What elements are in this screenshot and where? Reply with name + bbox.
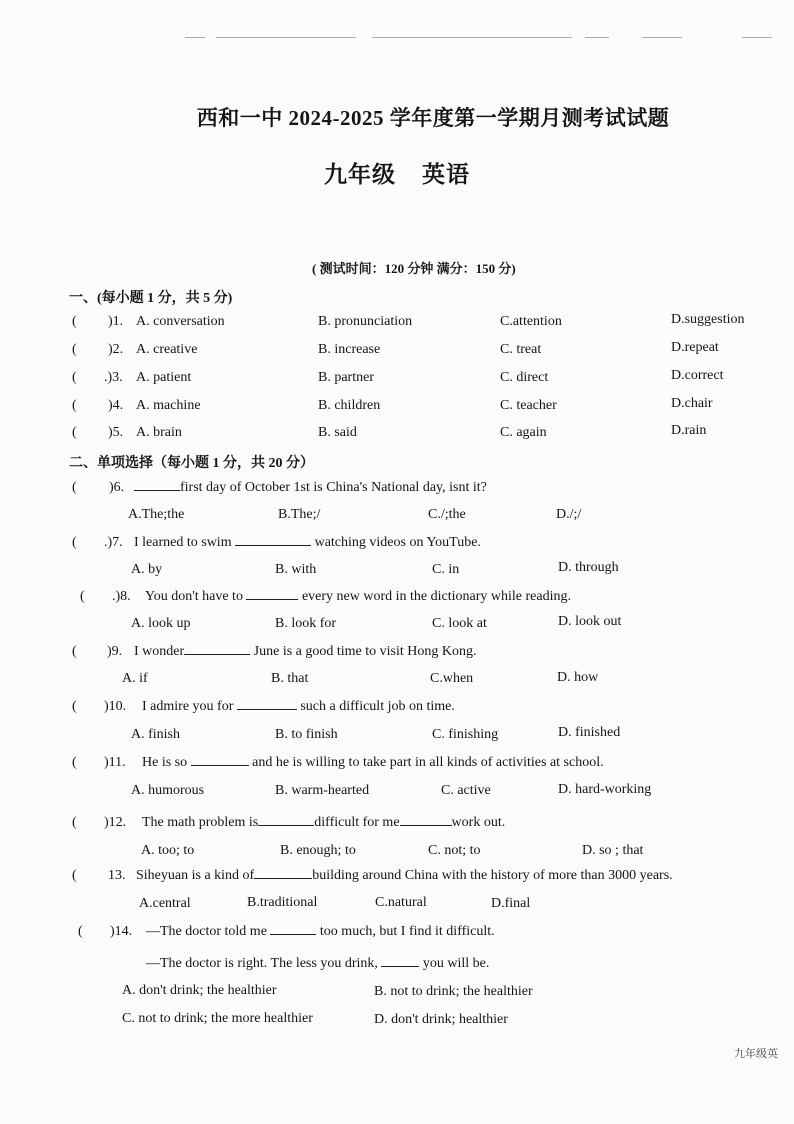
q-number: .)3. xyxy=(104,370,123,385)
q-text: I wonder xyxy=(134,644,185,659)
scan-mark xyxy=(742,37,772,38)
option-d: D.final xyxy=(491,896,531,911)
answer-blank[interactable] xyxy=(235,535,311,546)
option-c: C. look at xyxy=(432,616,487,631)
option-c: C. not to drink; the more healthier xyxy=(122,1011,313,1026)
q-text: He is so xyxy=(142,755,188,770)
section1-heading: 一、(每小题 1 分，共 5 分) xyxy=(69,291,233,306)
option-b: B. children xyxy=(318,398,381,413)
option-c: C. finishing xyxy=(432,727,499,742)
answer-paren[interactable]: ( xyxy=(72,755,77,770)
option-c: C./;the xyxy=(428,507,466,522)
q-number: )2. xyxy=(108,342,124,357)
page-footer-mark: 九年级英 xyxy=(734,1048,778,1060)
option-d: D. how xyxy=(557,670,599,685)
answer-paren[interactable]: ( xyxy=(72,535,77,550)
option-b: B. enough; to xyxy=(280,843,356,858)
option-a: A. if xyxy=(122,671,148,686)
q-text: you will be. xyxy=(422,956,490,971)
q-stem xyxy=(142,815,505,831)
q-number: )10. xyxy=(104,699,127,714)
option-c: C.when xyxy=(430,671,474,686)
section2-heading: 二、单项选择（每小题 1 分，共 20 分） xyxy=(69,456,314,471)
answer-blank[interactable] xyxy=(381,956,419,967)
q-text: You don't have to xyxy=(145,589,243,604)
option-c: C. direct xyxy=(500,370,549,385)
answer-paren[interactable]: ( xyxy=(72,815,77,830)
answer-blank[interactable] xyxy=(254,868,312,879)
q-number: )14. xyxy=(110,924,133,939)
q-text: and he is willing to take part in all kinds of activities at school. xyxy=(252,755,604,770)
option-a: A. creative xyxy=(136,342,198,357)
option-b: B. said xyxy=(318,425,357,440)
exam-title: 西和一中 2024-2025 学年度第一学期月测考试试题 xyxy=(196,106,670,130)
q-number: )1. xyxy=(108,314,124,329)
option-b: B.traditional xyxy=(247,895,318,910)
option-d: D./;/ xyxy=(556,507,582,522)
option-d: D.chair xyxy=(671,396,713,411)
q-stem xyxy=(142,699,455,715)
q-number: .)7. xyxy=(104,535,123,550)
option-c: C. teacher xyxy=(500,398,557,413)
answer-blank[interactable] xyxy=(270,924,316,935)
answer-paren[interactable]: ( xyxy=(72,699,77,714)
option-b: B. pronunciation xyxy=(318,314,413,329)
grade-label: 九年级 xyxy=(324,162,396,187)
q-number: 13. xyxy=(108,868,126,883)
scan-mark xyxy=(372,37,572,38)
q-number: )5. xyxy=(108,425,124,440)
q-stem xyxy=(134,644,476,660)
option-b: B. with xyxy=(275,562,317,577)
scan-mark xyxy=(585,37,609,38)
q-number: )6. xyxy=(109,480,125,495)
q-number: )11. xyxy=(104,755,126,770)
exam-subtitle xyxy=(0,156,794,189)
option-d: D. through xyxy=(558,560,619,575)
option-b: B. not to drink; the healthier xyxy=(374,984,533,999)
option-d: D.correct xyxy=(671,368,724,383)
q-stem xyxy=(145,589,571,605)
option-d: D. so ; that xyxy=(582,843,644,858)
answer-blank[interactable] xyxy=(237,699,297,710)
option-c: C. active xyxy=(441,783,491,798)
option-d: D.suggestion xyxy=(671,312,745,327)
q-number: .)8. xyxy=(112,589,131,604)
option-b: B. warm-hearted xyxy=(275,783,370,798)
answer-paren[interactable]: ( xyxy=(72,370,77,385)
answer-paren[interactable]: ( xyxy=(78,924,83,939)
q-text: work out. xyxy=(451,815,506,830)
q-text: every new word in the dictionary while reading. xyxy=(301,589,571,604)
option-b: B. that xyxy=(271,671,309,686)
q-text: —The doctor is right. The less you drink, xyxy=(146,956,378,971)
option-c: C. again xyxy=(500,425,547,440)
option-d: D. look out xyxy=(558,614,622,629)
option-d: D. hard-working xyxy=(558,782,652,797)
answer-blank[interactable] xyxy=(246,589,298,600)
option-b: B. to finish xyxy=(275,727,338,742)
option-a: A. brain xyxy=(136,425,182,440)
option-c: C. treat xyxy=(500,342,542,357)
answer-blank[interactable] xyxy=(134,480,180,491)
answer-paren[interactable]: ( xyxy=(72,314,77,329)
q-stem xyxy=(136,868,673,884)
q-text: building around China with the history of more than 3000 years. xyxy=(312,868,673,883)
q-text: Siheyuan is a kind of xyxy=(136,868,255,883)
q-text: difficult for me xyxy=(314,815,400,830)
q-text: I learned to swim xyxy=(134,535,232,550)
answer-blank[interactable] xyxy=(184,644,250,655)
answer-paren[interactable]: ( xyxy=(72,480,77,495)
option-a: A. too; to xyxy=(141,843,195,858)
option-d: D.rain xyxy=(671,423,707,438)
option-d: D. don't drink; healthier xyxy=(374,1012,508,1027)
answer-paren[interactable]: ( xyxy=(72,644,77,659)
scan-mark xyxy=(185,37,205,38)
option-d: D. finished xyxy=(558,725,621,740)
option-c: C.natural xyxy=(375,895,427,910)
answer-paren[interactable]: ( xyxy=(72,342,77,357)
q-stem xyxy=(142,755,604,771)
q-stem xyxy=(134,535,481,551)
q-text: first day of October 1st is China's National day, isnt it? xyxy=(180,480,487,495)
option-a: A. finish xyxy=(131,727,180,742)
q-stem-line2 xyxy=(146,956,489,972)
option-a: A. conversation xyxy=(136,314,225,329)
answer-paren[interactable]: ( xyxy=(72,398,77,413)
q-text: such a difficult job on time. xyxy=(300,699,455,714)
option-b: B. increase xyxy=(318,342,381,357)
q-text: —The doctor told me xyxy=(146,924,267,939)
q-text: watching videos on YouTube. xyxy=(314,535,481,550)
option-c: C.attention xyxy=(500,314,562,329)
option-a: A. patient xyxy=(136,370,192,385)
answer-blank[interactable] xyxy=(191,755,249,766)
option-a: A. don't drink; the healthier xyxy=(122,983,277,998)
option-c: C. in xyxy=(432,562,460,577)
answer-paren[interactable]: ( xyxy=(72,425,77,440)
option-a: A. look up xyxy=(131,616,191,631)
q-text: The math problem is xyxy=(142,815,259,830)
answer-blank[interactable] xyxy=(258,815,314,826)
option-a: A. by xyxy=(131,562,163,577)
answer-blank[interactable] xyxy=(400,815,452,826)
answer-paren[interactable]: ( xyxy=(80,589,85,604)
scan-mark xyxy=(216,37,356,38)
option-b: B. look for xyxy=(275,616,337,631)
q-number: )9. xyxy=(107,644,123,659)
option-d: D.repeat xyxy=(671,340,719,355)
subject-label: 英语 xyxy=(422,162,470,187)
answer-paren[interactable]: ( xyxy=(72,868,77,883)
exam-info: ( 测试时间：120 分钟 满分：150 分) xyxy=(312,261,516,276)
q-text: June is a good time to visit Hong Kong. xyxy=(253,644,477,659)
q-text: too much, but I find it difficult. xyxy=(319,924,495,939)
option-a: A. machine xyxy=(136,398,201,413)
q-number: )4. xyxy=(108,398,124,413)
q-stem xyxy=(146,924,495,940)
option-a: A.central xyxy=(139,896,191,911)
option-a: A.The;the xyxy=(128,507,185,522)
option-a: A. humorous xyxy=(131,783,205,798)
q-number: )12. xyxy=(104,815,127,830)
option-c: C. not; to xyxy=(428,843,481,858)
q-stem xyxy=(134,480,487,496)
scan-mark xyxy=(642,37,682,38)
q-text: I admire you for xyxy=(142,699,234,714)
option-b: B. partner xyxy=(318,370,374,385)
option-b: B.The;/ xyxy=(278,507,321,522)
